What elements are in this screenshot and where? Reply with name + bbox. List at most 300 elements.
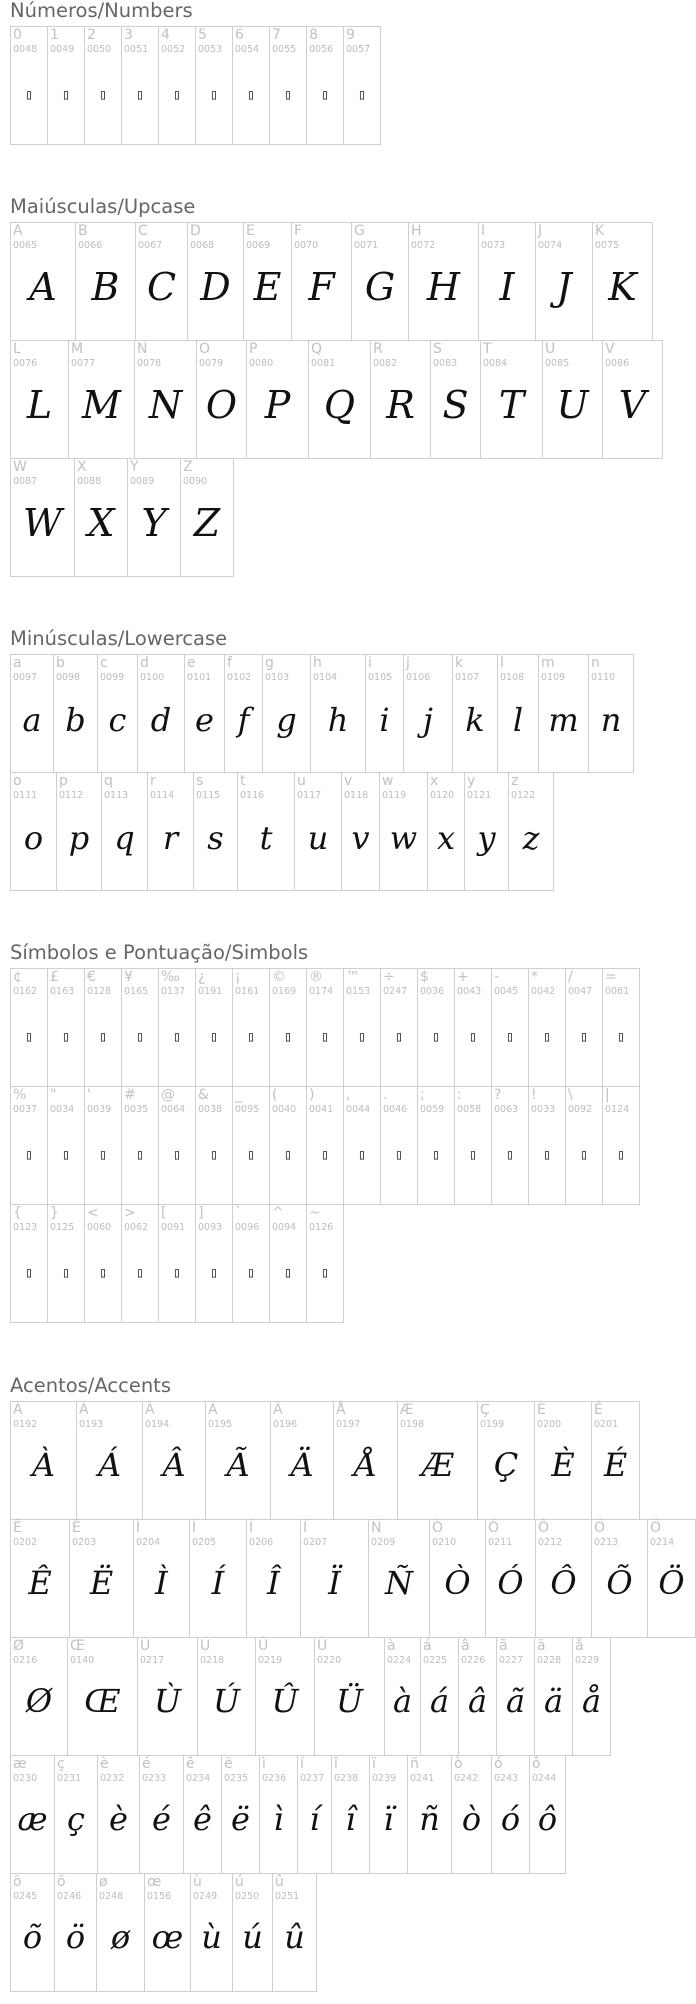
- glyph-character: L: [13, 341, 21, 357]
- glyph-sample: ò: [461, 1800, 482, 1838]
- glyph-cell: [572, 1637, 611, 1756]
- glyph-code: 0242: [454, 1773, 479, 1784]
- glyph-sample: F: [308, 265, 335, 309]
- glyph-character: J: [538, 223, 543, 239]
- glyph-code: 0225: [423, 1655, 448, 1666]
- missing-glyph-icon: ▯: [320, 1147, 330, 1163]
- glyph-code: 0237: [300, 1773, 325, 1784]
- glyph-cell: [56, 772, 102, 891]
- glyph-cell: [397, 1401, 478, 1520]
- glyph-character: ï: [372, 1756, 376, 1772]
- glyph-cell: [10, 772, 57, 891]
- glyph-code: 0052: [161, 44, 186, 55]
- glyph-cell: [294, 772, 342, 891]
- glyph-cell: [534, 1401, 592, 1520]
- glyph-character: è: [100, 1756, 109, 1772]
- glyph-cell: [270, 1401, 334, 1520]
- glyph-character: ¥: [124, 969, 133, 985]
- glyph-code: 0113: [104, 790, 129, 801]
- glyph-character: 4: [161, 27, 170, 43]
- glyph-character: V: [605, 341, 615, 357]
- glyph-character: f: [227, 655, 232, 671]
- glyph-cell: [195, 1086, 233, 1205]
- glyph-sample: ö: [65, 1918, 86, 1956]
- glyph-code: 0251: [275, 1891, 300, 1902]
- glyph-character: e: [187, 655, 196, 671]
- glyph-sample: À: [31, 1446, 56, 1484]
- glyph-code: 0229: [575, 1655, 600, 1666]
- glyph-code: 0039: [87, 1104, 112, 1115]
- glyph-character: >: [124, 1205, 136, 1221]
- glyph-character: å: [575, 1638, 584, 1654]
- glyph-character: 2: [87, 27, 96, 43]
- glyph-character: w: [382, 773, 394, 789]
- missing-glyph-icon: ▯: [283, 1265, 293, 1281]
- glyph-code: 0119: [382, 790, 407, 801]
- glyph-character: ø: [99, 1874, 108, 1890]
- glyph-code: 0072: [411, 240, 436, 251]
- glyph-sample: K: [608, 265, 637, 309]
- glyph-sample: R: [386, 383, 415, 427]
- glyph-sample: J: [556, 265, 572, 309]
- glyph-character: S: [433, 341, 442, 357]
- glyph-character: ^: [272, 1205, 284, 1221]
- glyph-character: Á: [79, 1402, 89, 1418]
- glyph-code: 0105: [368, 672, 393, 683]
- glyph-sample: B: [91, 265, 120, 309]
- glyph-code: 0193: [79, 1419, 104, 1430]
- glyph-cell: [193, 772, 238, 891]
- glyph-sample: Ó: [497, 1564, 524, 1602]
- glyph-code: 0103: [265, 672, 290, 683]
- glyph-character: ê: [186, 1756, 195, 1772]
- glyph-character: Â: [145, 1402, 155, 1418]
- section-title: Acentos/Accents: [10, 1374, 171, 1397]
- missing-glyph-icon: ▯: [579, 1147, 589, 1163]
- glyph-cell: [54, 1755, 98, 1874]
- glyph-code: 0247: [383, 986, 408, 997]
- glyph-character: M: [71, 341, 84, 357]
- glyph-sample: ù: [201, 1918, 222, 1956]
- glyph-code: 0097: [13, 672, 38, 683]
- glyph-sample: X: [87, 501, 115, 545]
- glyph-cell: [380, 968, 418, 1087]
- glyph-character: í: [300, 1756, 304, 1772]
- glyph-sample: l: [512, 701, 524, 739]
- glyph-character: =: [605, 969, 617, 985]
- glyph-sample: b: [65, 701, 86, 739]
- glyph-cell: [195, 1204, 233, 1323]
- glyph-code: 0054: [235, 44, 260, 55]
- glyph-code: 0124: [605, 1104, 630, 1115]
- glyph-cell: [10, 1873, 55, 1992]
- section-title: Maiúsculas/Upcase: [10, 195, 196, 218]
- glyph-cell: [195, 968, 233, 1087]
- glyph-sample: T: [498, 383, 525, 427]
- glyph-code: 0200: [537, 1419, 562, 1430]
- glyph-sample: Õ: [606, 1564, 633, 1602]
- glyph-sample: ú: [242, 1918, 263, 1956]
- glyph-cell: [232, 26, 270, 145]
- glyph-code: 0071: [354, 240, 379, 251]
- glyph-cell: [76, 1401, 143, 1520]
- glyph-cell: [300, 1519, 369, 1638]
- glyph-character: ™: [346, 969, 360, 985]
- glyph-code: 0137: [161, 986, 186, 997]
- glyph-code: 0169: [272, 986, 297, 997]
- glyph-cell: [480, 340, 543, 459]
- glyph-character: C: [138, 223, 148, 239]
- section-upcase: [10, 196, 660, 577]
- glyph-sample: M: [82, 383, 121, 427]
- glyph-code: 0114: [150, 790, 175, 801]
- glyph-character: 6: [235, 27, 244, 43]
- glyph-code: 0047: [568, 986, 593, 997]
- glyph-character: @: [161, 1087, 175, 1103]
- glyph-character: X: [77, 459, 87, 475]
- glyph-sample: z: [522, 819, 540, 857]
- glyph-code: 0099: [100, 672, 125, 683]
- missing-glyph-icon: ▯: [61, 87, 71, 103]
- glyph-cell: [84, 1086, 122, 1205]
- glyph-cell: [10, 26, 48, 145]
- glyph-character: Ï: [303, 1520, 308, 1536]
- glyph-code: 0125: [50, 1222, 75, 1233]
- glyph-code: 0216: [13, 1655, 38, 1666]
- glyph-cell: [291, 222, 352, 341]
- glyph-character: Ö: [650, 1520, 662, 1536]
- glyph-cell: [158, 1204, 196, 1323]
- missing-glyph-icon: ▯: [135, 1265, 145, 1281]
- glyph-character: Y: [130, 459, 139, 475]
- glyph-code: 0089: [130, 476, 155, 487]
- glyph-character: ú: [235, 1874, 244, 1890]
- glyph-character: #: [124, 1087, 136, 1103]
- glyph-cell: [333, 1401, 398, 1520]
- glyph-cell: [183, 1755, 222, 1874]
- missing-glyph-icon: ▯: [542, 1029, 552, 1045]
- glyph-character: ì: [262, 1756, 266, 1772]
- glyph-code: 0065: [13, 240, 38, 251]
- missing-glyph-icon: ▯: [209, 1029, 219, 1045]
- glyph-sample: ø: [110, 1918, 131, 1956]
- glyph-cell: [451, 1755, 492, 1874]
- glyph-cell: [297, 1755, 332, 1874]
- glyph-cell: [10, 458, 75, 577]
- glyph-code: 0079: [199, 358, 224, 369]
- glyph-code: 0093: [198, 1222, 223, 1233]
- glyph-character: O: [199, 341, 211, 357]
- glyph-code: 0233: [142, 1773, 167, 1784]
- missing-glyph-icon: ▯: [579, 1029, 589, 1045]
- glyph-cell: [308, 340, 371, 459]
- missing-glyph-icon: ▯: [24, 1265, 34, 1281]
- glyph-code: 0078: [137, 358, 162, 369]
- glyph-sample: Á: [97, 1446, 122, 1484]
- glyph-sample: Í: [211, 1564, 225, 1602]
- glyph-sample: Y: [141, 501, 167, 545]
- glyph-sample: ç: [67, 1800, 85, 1838]
- glyph-character: l: [500, 655, 504, 671]
- glyph-code: 0234: [186, 1773, 211, 1784]
- glyph-code: 0207: [303, 1537, 328, 1548]
- glyph-character: á: [423, 1638, 432, 1654]
- glyph-cell: [232, 1873, 273, 1992]
- glyph-sample: ï: [383, 1800, 394, 1838]
- glyph-sample: î: [345, 1800, 356, 1838]
- glyph-cell: [47, 26, 85, 145]
- glyph-character: Ñ: [371, 1520, 382, 1536]
- missing-glyph-icon: ▯: [98, 1147, 108, 1163]
- glyph-cell: [97, 1755, 140, 1874]
- glyph-code: 0090: [183, 476, 208, 487]
- glyph-character: Û: [258, 1638, 269, 1654]
- glyph-code: 0104: [313, 672, 338, 683]
- glyph-character: Ú: [200, 1638, 211, 1654]
- glyph-character: 5: [198, 27, 207, 43]
- glyph-sample: E: [253, 265, 282, 309]
- glyph-code: 0153: [346, 986, 371, 997]
- glyph-code: 0220: [317, 1655, 342, 1666]
- glyph-character: ": [50, 1087, 57, 1103]
- missing-glyph-icon: ▯: [616, 1029, 626, 1045]
- missing-glyph-icon: ▯: [172, 1265, 182, 1281]
- glyph-character: ,: [346, 1087, 351, 1103]
- glyph-cell: [196, 340, 247, 459]
- glyph-code: 0245: [13, 1891, 38, 1902]
- glyph-cell: [485, 1519, 536, 1638]
- glyph-sample: ã: [505, 1682, 526, 1720]
- glyph-sample: N: [148, 383, 183, 427]
- glyph-code: 0115: [196, 790, 221, 801]
- glyph-code: 0235: [224, 1773, 249, 1784]
- glyph-code: 0076: [13, 358, 38, 369]
- glyph-sample: ô: [537, 1800, 558, 1838]
- glyph-sample: Ù: [154, 1682, 181, 1720]
- glyph-code: 0238: [334, 1773, 359, 1784]
- glyph-cell: [147, 772, 194, 891]
- glyph-code: 0226: [461, 1655, 486, 1666]
- glyph-cell: [10, 340, 69, 459]
- glyph-sample: ì: [273, 1800, 284, 1838]
- glyph-code: 0232: [100, 1773, 125, 1784]
- missing-glyph-icon: ▯: [24, 1147, 34, 1163]
- glyph-code: 0050: [87, 44, 112, 55]
- glyph-sample: ó: [500, 1800, 521, 1838]
- glyph-sample: i: [379, 701, 390, 739]
- glyph-character: Æ: [400, 1402, 414, 1418]
- glyph-code: 0218: [200, 1655, 225, 1666]
- glyph-code: 0111: [13, 790, 38, 801]
- glyph-character: 8: [309, 27, 318, 43]
- glyph-code: 0094: [272, 1222, 297, 1233]
- glyph-code: 0198: [400, 1419, 425, 1430]
- glyph-code: 0046: [383, 1104, 408, 1115]
- glyph-cell: [565, 968, 603, 1087]
- glyph-code: 0250: [235, 1891, 260, 1902]
- glyph-character: 9: [346, 27, 355, 43]
- glyph-code: 0070: [294, 240, 319, 251]
- glyph-sample: õ: [22, 1918, 43, 1956]
- glyph-cell: [272, 1873, 317, 1992]
- glyph-code: 0213: [594, 1537, 619, 1548]
- glyph-cell: [269, 968, 307, 1087]
- glyph-sample: œ: [151, 1918, 184, 1956]
- glyph-cell: [68, 340, 135, 459]
- glyph-character: [: [161, 1205, 167, 1221]
- glyph-cell: [205, 1401, 271, 1520]
- glyph-sample: P: [264, 383, 291, 427]
- glyph-sample: Ø: [25, 1682, 53, 1720]
- glyph-character: g: [265, 655, 274, 671]
- glyph-cell: [121, 26, 159, 145]
- glyph-cell: [10, 1401, 77, 1520]
- glyph-character: ç: [57, 1756, 65, 1772]
- glyph-character: A: [13, 223, 23, 239]
- glyph-code: 0217: [140, 1655, 165, 1666]
- glyph-code: 0156: [147, 1891, 172, 1902]
- glyph-cell: [491, 1755, 530, 1874]
- glyph-character: Ü: [317, 1638, 328, 1654]
- glyph-code: 0116: [240, 790, 265, 801]
- missing-glyph-icon: ▯: [172, 1147, 182, 1163]
- glyph-sample: Æ: [421, 1446, 454, 1484]
- glyph-character: N: [137, 341, 148, 357]
- glyph-character: T: [483, 341, 492, 357]
- glyph-code: 0034: [50, 1104, 75, 1115]
- glyph-cell: [454, 968, 492, 1087]
- glyph-code: 0204: [136, 1537, 161, 1548]
- missing-glyph-icon: ▯: [357, 87, 367, 103]
- glyph-cell: [430, 340, 481, 459]
- glyph-sample: C: [146, 265, 177, 309]
- glyph-character: ~: [309, 1205, 321, 1221]
- glyph-cell: [306, 1086, 344, 1205]
- glyph-cell: [341, 772, 380, 891]
- glyph-code: 0068: [190, 240, 215, 251]
- glyph-character: 7: [272, 27, 281, 43]
- glyph-character: ]: [198, 1205, 204, 1221]
- glyph-character: ù: [193, 1874, 202, 1890]
- glyph-character: æ: [13, 1756, 27, 1772]
- glyph-character: {: [13, 1205, 22, 1221]
- glyph-character: t: [240, 773, 246, 789]
- missing-glyph-icon: ▯: [394, 1029, 404, 1045]
- glyph-code: 0038: [198, 1104, 223, 1115]
- glyph-cell: [368, 1519, 430, 1638]
- glyph-cell: [417, 968, 455, 1087]
- glyph-cell: [343, 1086, 381, 1205]
- glyph-sample: Ä: [290, 1446, 314, 1484]
- glyph-character: B: [78, 223, 88, 239]
- missing-glyph-icon: ▯: [357, 1029, 367, 1045]
- section-title: Símbolos e Pontuação/Simbols: [10, 941, 309, 964]
- glyph-sample: ä: [543, 1682, 564, 1720]
- glyph-cell: [384, 1637, 421, 1756]
- glyph-code: 0035: [124, 1104, 149, 1115]
- glyph-code: 0106: [406, 672, 431, 683]
- glyph-cell: [310, 654, 366, 773]
- glyph-character: ¿: [198, 969, 206, 985]
- glyph-character: Z: [183, 459, 193, 475]
- missing-glyph-icon: ▯: [505, 1147, 515, 1163]
- glyph-code: 0248: [99, 1891, 124, 1902]
- glyph-cell: [306, 1204, 344, 1323]
- glyph-cell: [535, 1519, 592, 1638]
- glyph-code: 0083: [433, 358, 458, 369]
- glyph-cell: [74, 458, 128, 577]
- glyph-cell: [135, 222, 188, 341]
- glyph-code: 0196: [273, 1419, 298, 1430]
- glyph-code: 0192: [13, 1419, 38, 1430]
- section-lowercase: [10, 628, 660, 891]
- missing-glyph-icon: ▯: [172, 87, 182, 103]
- glyph-character: I: [481, 223, 486, 239]
- glyph-character: p: [59, 773, 68, 789]
- glyph-cell: [237, 772, 295, 891]
- glyph-cell: [10, 654, 54, 773]
- glyph-sample: Ï: [328, 1564, 341, 1602]
- glyph-sample: Ò: [444, 1564, 471, 1602]
- glyph-code: 0085: [545, 358, 570, 369]
- missing-glyph-icon: ▯: [61, 1029, 71, 1045]
- glyph-code: 0112: [59, 790, 84, 801]
- glyph-character: À: [13, 1402, 23, 1418]
- glyph-character: $: [420, 969, 429, 985]
- glyph-sample: q: [114, 819, 135, 857]
- missing-glyph-icon: ▯: [320, 1029, 330, 1045]
- glyph-cell: [134, 340, 197, 459]
- glyph-character: r: [150, 773, 156, 789]
- glyph-code: 0084: [483, 358, 508, 369]
- glyph-cell: [403, 654, 453, 773]
- glyph-cell: [269, 26, 307, 145]
- glyph-code: 0228: [537, 1655, 562, 1666]
- glyph-code: 0091: [161, 1222, 186, 1233]
- missing-glyph-icon: ▯: [357, 1147, 367, 1163]
- glyph-code: 0224: [387, 1655, 412, 1666]
- glyph-cell: [269, 1086, 307, 1205]
- glyph-code: 0040: [272, 1104, 297, 1115]
- glyph-character: (: [272, 1087, 278, 1103]
- glyph-cell: [588, 654, 634, 773]
- glyph-character: <: [87, 1205, 99, 1221]
- glyph-code: 0077: [71, 358, 96, 369]
- glyph-code: 0064: [161, 1104, 186, 1115]
- glyph-code: 0191: [198, 986, 223, 997]
- glyph-cell: [528, 968, 566, 1087]
- glyph-code: 0095: [235, 1104, 260, 1115]
- glyph-cell: [142, 1401, 206, 1520]
- glyph-character: œ: [147, 1874, 162, 1890]
- glyph-character: Ç: [480, 1402, 490, 1418]
- glyph-cell: [602, 1086, 640, 1205]
- glyph-cell: [306, 968, 344, 1087]
- glyph-character: ': [87, 1087, 91, 1103]
- missing-glyph-icon: ▯: [24, 87, 34, 103]
- glyph-cell: [158, 26, 196, 145]
- glyph-cell: [246, 340, 309, 459]
- glyph-cell: [331, 1755, 370, 1874]
- glyph-cell: [452, 654, 498, 773]
- glyph-character: Ê: [13, 1520, 22, 1536]
- glyph-character: P: [249, 341, 258, 357]
- missing-glyph-icon: ▯: [135, 1029, 145, 1045]
- missing-glyph-icon: ▯: [468, 1029, 478, 1045]
- glyph-cell: [380, 1086, 418, 1205]
- glyph-cell: [84, 1204, 122, 1323]
- glyph-code: 0246: [57, 1891, 82, 1902]
